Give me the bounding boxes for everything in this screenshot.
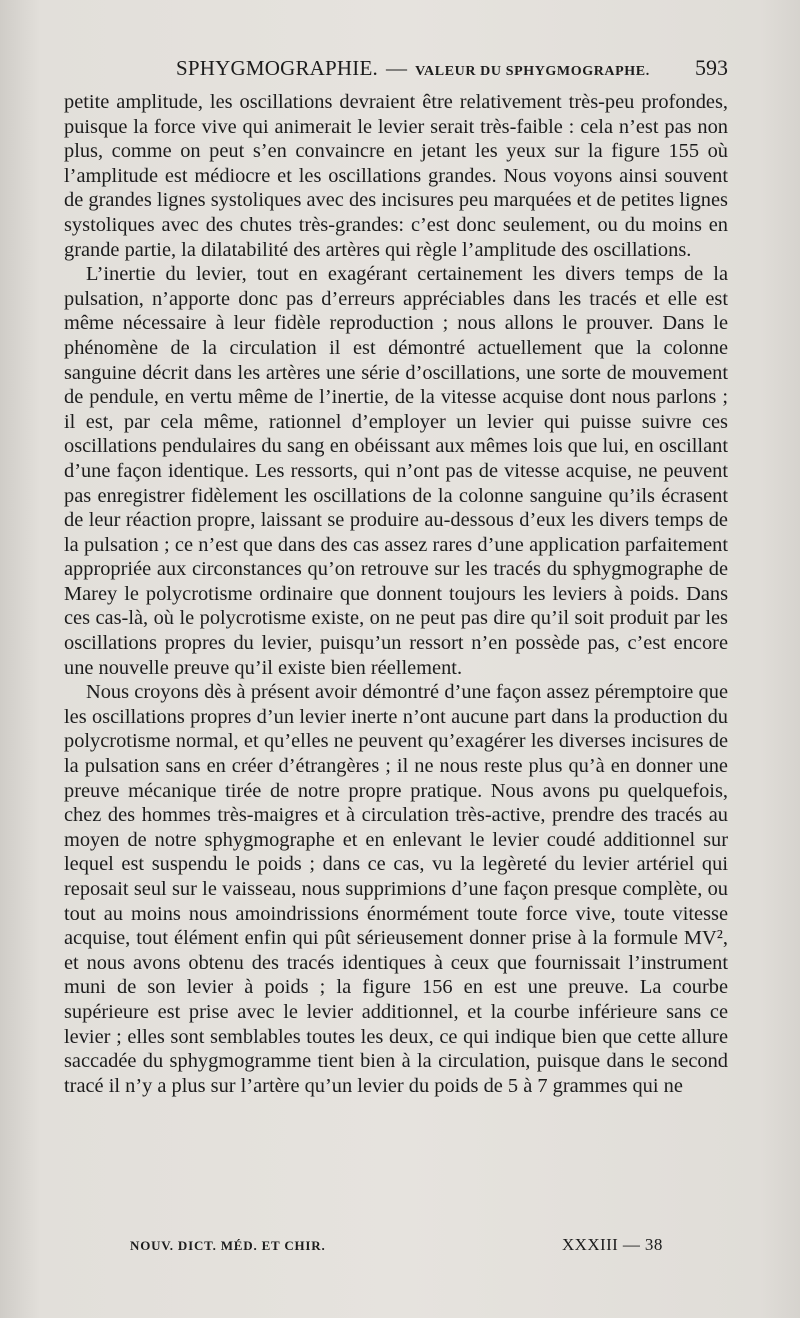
page-header	[64, 52, 728, 86]
page-footer	[64, 1234, 728, 1258]
page-number: 593	[695, 55, 728, 80]
paragraph-3: Nous croyons dès à présent avoir démontré d’une façon assez péremptoire que les oscillations propres d’un levier inerte n’ont aucune part dans la production du polycrotisme normal, et qu’elles ne peuvent qu’exagérer les diverses incisures de la pulsation sans en créer d’étrangères ; il ne nous reste plus qu’à en donner une preuve mécanique tirée de notre propre pratique. Nous avons pu quelquefois, chez des hommes très-maigres et à circulation très-active, prendre des tracés au moyen de notre sphygmographe et en enlevant le levier coudé additionnel sur lequel est suspendu le poids ; dans ce cas, vu la legèreté du levier artériel qui reposait seul sur le vaisseau, nous supprimions d’une façon presque complète, ou tout au moins nous amoindrissions énormément toute force vive, toute vitesse acquise, tout élément enfin qui pût sérieusement donner prise à la formule MV², et nous avons obtenu des tracés identiques à ceux que fournissait l’instrument muni de son levier à poids ; la figure 156 en est une preuve. La courbe supérieure est prise avec le levier additionnel, et la courbe inférieure sans ce levier ; elles sont semblables toutes les deux, ce qui indique bien que cette allure saccadée du sphygmogramme tient bien à la circulation, puisque dans le second tracé il n’y a plus sur l’artère qu’un levier du poids de 5 à 7 grammes qui ne	[64, 681, 728, 1097]
running-title-main: SPHYGMOGRAPHIE.	[176, 56, 378, 80]
body-text	[64, 90, 728, 1098]
paragraph-1: petite amplitude, les oscillations devraient être relativement très-peu profondes, puisque la force vive qui animerait le levier serait très-faible : cela n’est pas non plus, comme on peut s’en convaincre en jetant les yeux sur la figure 155 où l’amplitude est médiocre et les oscillations grandes. Nous voyons ainsi souvent de grandes lignes systoliques avec des incisures peu marquées et de petites lignes systoliques avec des chutes très-grandes: c’est donc seulement, ou du moins en grande partie, la dilatabilité des artères qui règle l’amplitude des oscillations.	[64, 91, 728, 261]
series-title: NOUV. DICT. MÉD. ET CHIR.	[130, 1238, 326, 1253]
running-title	[176, 56, 650, 81]
printer-signature: XXXIII — 38	[562, 1235, 663, 1254]
running-title-dash: —	[385, 56, 408, 80]
running-title-sub: VALEUR DU SPHYGMOGRAPHE.	[415, 64, 650, 79]
paragraph-2: L’inertie du levier, tout en exagérant certainement les divers temps de la pulsation, n’apporte donc pas d’erreurs appréciables dans les tracés et elle est même nécessaire à leur fidèle reproduction ; nous allons le prouver. Dans le phénomène de la circulation il est démontré actuellement que la colonne sanguine décrit dans les artères une série d’oscillations, une sorte de mouvement de pendule, en vertu même de l’inertie, de la vitesse acquise dont nous parlons ; il est, par cela même, rationnel d’employer un levier qui puisse suivre ces oscillations pendulaires du sang en obéissant aux mêmes lois que lui, en oscillant d’une façon identique. Les ressorts, qui n’ont pas de vitesse acquise, ne peuvent pas enregistrer fidèlement les oscillations de la colonne sanguine qu’ils écrasent de leur réaction propre, laissant se produire au-dessous d’eux les divers temps de la pulsation ; ce n’est que dans des cas assez rares d’une application parfaitement appropriée aux circonstances qu’on retrouve sur les tracés du sphygmographe de Marey le polycrotisme ordinaire que donnent toujours les leviers à poids. Dans ces cas-là, où le polycrotisme existe, on ne peut pas dire qu’il soit produit par les oscillations propres du levier, puisqu’un ressort n’en possède pas, c’est encore une nouvelle preuve qu’il existe bien réellement.	[64, 263, 728, 679]
